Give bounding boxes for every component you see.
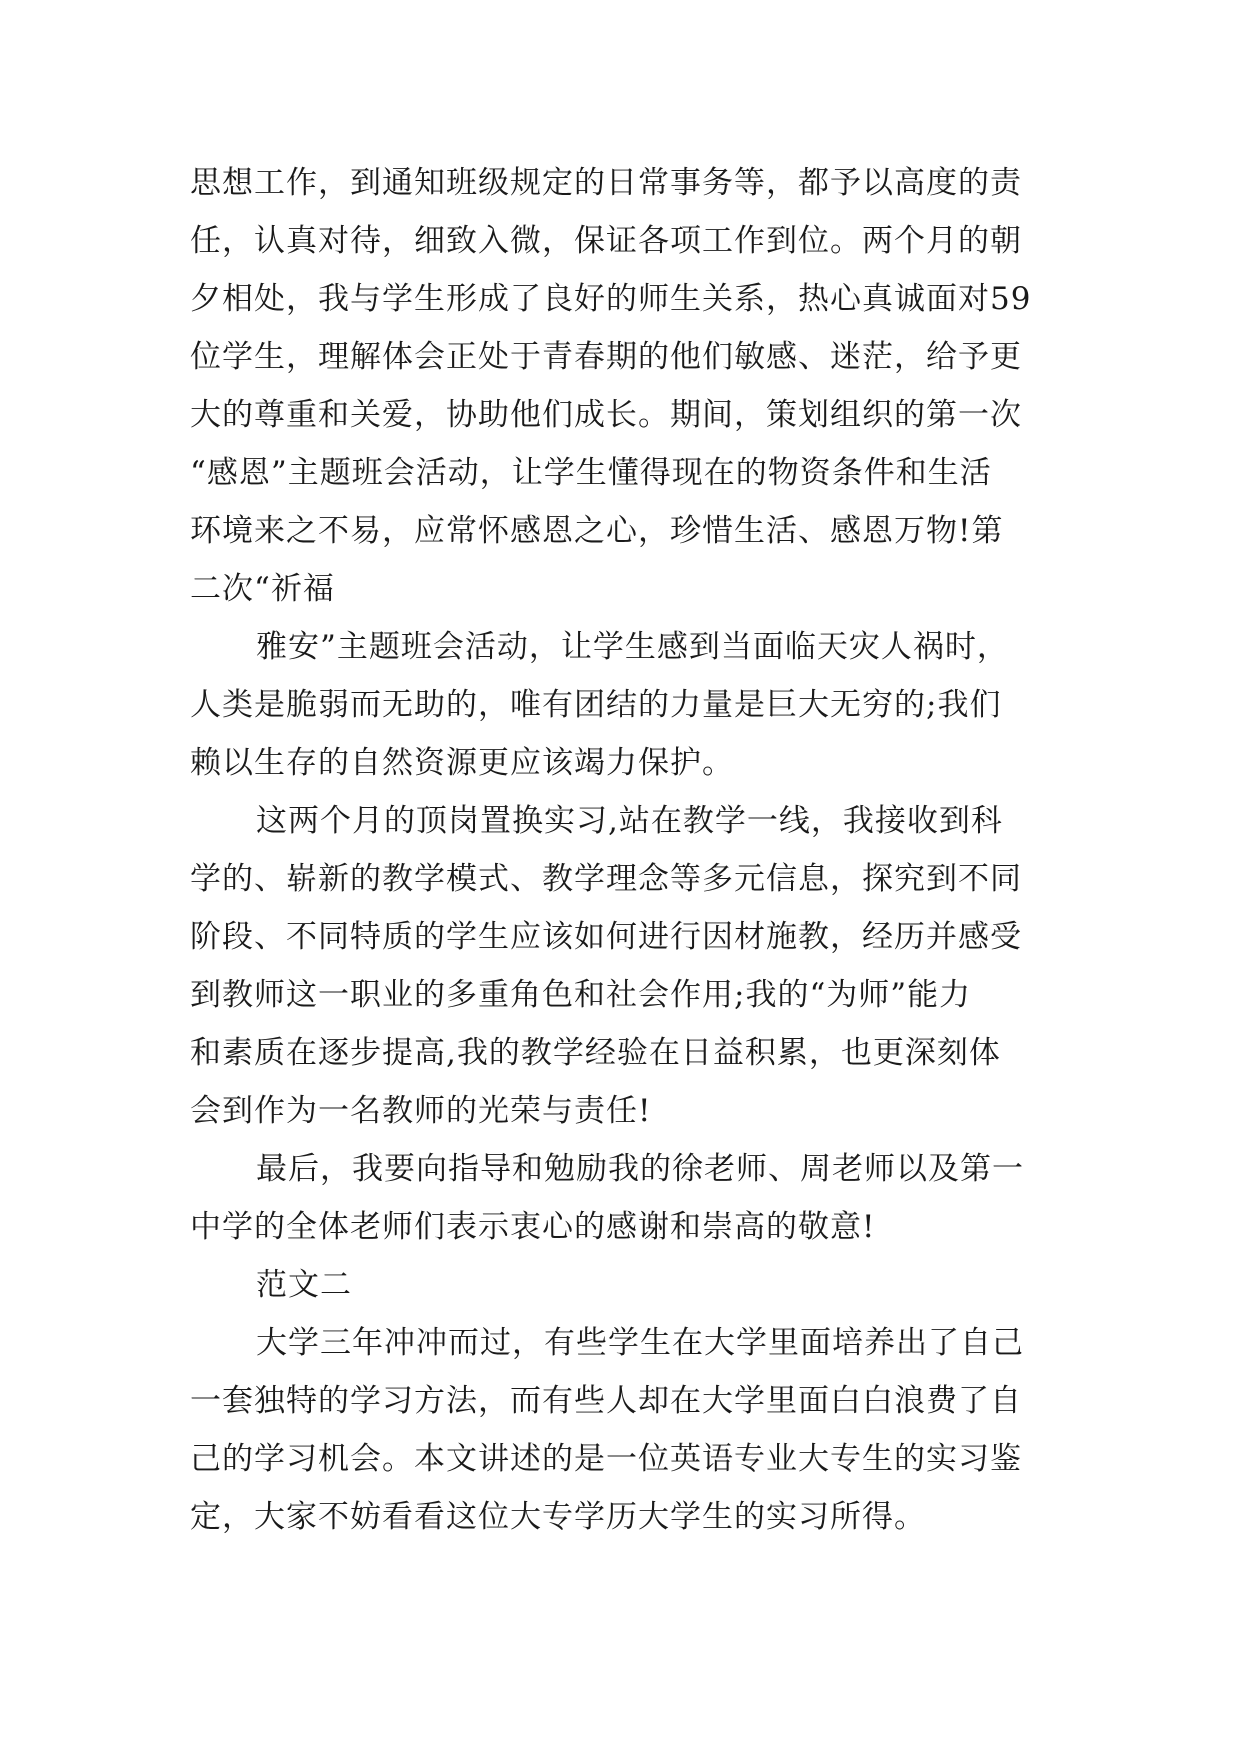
text-line: 环境来之不易，应常怀感恩之心，珍惜生活、感恩万物!第 xyxy=(190,513,1004,549)
text-line: 任，认真对待，细致入微，保证各项工作到位。两个月的朝 xyxy=(190,223,1022,259)
text-line: 这两个月的顶岗置换实习,站在教学一线，我接收到科 xyxy=(256,803,1003,839)
text-line: 己的学习机会。本文讲述的是一位英语专业大专生的实习鉴 xyxy=(190,1441,1022,1477)
text-line: 雅安”主题班会活动，让学生感到当面临天灾人祸时， xyxy=(256,629,1009,665)
text-line: 二次“祈福 xyxy=(190,571,335,607)
text-line: 会到作为一名教师的光荣与责任! xyxy=(190,1093,652,1129)
text-line: 学的、崭新的教学模式、教学理念等多元信息，探究到不同 xyxy=(190,861,1022,897)
text-line: 赖以生存的自然资源更应该竭力保护。 xyxy=(190,745,734,781)
text-line: 夕相处，我与学生形成了良好的师生关系，热心真诚面对59 xyxy=(190,281,1032,317)
text-line: 一套独特的学习方法，而有些人却在大学里面白白浪费了自 xyxy=(190,1383,1022,1419)
text-line: 位学生，理解体会正处于青春期的他们敏感、迷茫，给予更 xyxy=(190,339,1022,375)
text-line: 最后，我要向指导和勉励我的徐老师、周老师以及第一 xyxy=(256,1151,1024,1187)
text-line: “感恩”主题班会活动，让学生懂得现在的物资条件和生活 xyxy=(190,455,992,491)
text-line: 大学三年冲冲而过，有些学生在大学里面培养出了自己 xyxy=(256,1325,1024,1361)
text-line: 阶段、不同特质的学生应该如何进行因材施教，经历并感受 xyxy=(190,919,1022,955)
text-line: 到教师这一职业的多重角色和社会作用;我的“为师”能力 xyxy=(190,977,972,1013)
text-line: 大的尊重和关爱，协助他们成长。期间，策划组织的第一次 xyxy=(190,397,1022,433)
section-heading: 范文二 xyxy=(256,1267,352,1303)
text-line: 人类是脆弱而无助的，唯有团结的力量是巨大无穷的;我们 xyxy=(190,687,1002,723)
text-line: 和素质在逐步提高,我的教学经验在日益积累，也更深刻体 xyxy=(190,1035,1001,1071)
text-line: 中学的全体老师们表示衷心的感谢和崇高的敬意! xyxy=(190,1209,876,1245)
text-line: 定，大家不妨看看这位大专学历大学生的实习所得。 xyxy=(190,1499,926,1535)
text-line: 思想工作，到通知班级规定的日常事务等，都予以高度的责 xyxy=(190,165,1022,201)
